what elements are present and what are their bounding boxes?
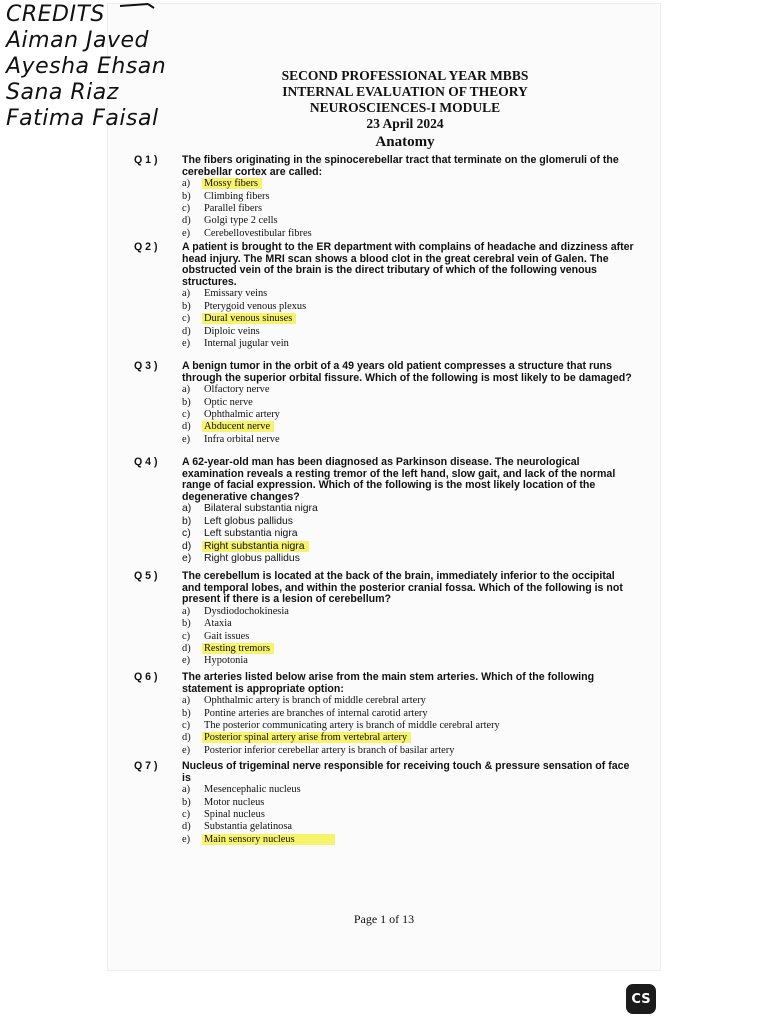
option-letter: a)	[182, 288, 191, 300]
option-letter: d)	[182, 642, 191, 654]
answer-option	[182, 745, 634, 757]
option-text: Bilateral substantia nigra	[204, 503, 318, 515]
answer-option	[182, 215, 634, 227]
option-text: The posterior communicating artery is branch of middle cerebral artery	[204, 719, 500, 731]
answer-option	[182, 618, 634, 630]
credits-name: Ayesha Ehsan	[6, 54, 167, 79]
highlighted-option	[182, 643, 634, 655]
highlighted-option	[182, 421, 634, 433]
option-text: Pterygoid venous plexus	[204, 300, 307, 312]
question-text: A patient is brought to the ER department with complains of headache and dizziness after head injury. The MRI scan shows a blood clot in the great cerebral vein of Galen. The obstructed vein of the brain is the direct tributary of which of the following venous structures.	[182, 241, 634, 288]
exam-header	[240, 68, 570, 150]
option-letter: e)	[182, 655, 191, 667]
handwritten-credits	[6, 2, 206, 132]
credits-heading: CREDITS	[6, 2, 105, 27]
option-letter: b)	[182, 300, 191, 312]
question-2	[134, 242, 634, 350]
option-list	[182, 178, 634, 240]
answer-option	[182, 503, 634, 515]
option-letter: d)	[182, 732, 191, 744]
option-letter: a)	[182, 384, 191, 396]
answer-option	[182, 695, 634, 707]
option-letter: e)	[182, 833, 191, 845]
answer-option	[182, 288, 634, 300]
question-4	[134, 457, 634, 565]
question-3	[134, 361, 634, 446]
option-letter: a)	[182, 605, 191, 617]
option-letter: c)	[182, 408, 191, 420]
answer-option	[182, 434, 634, 446]
answer-option	[182, 228, 634, 240]
option-letter: b)	[182, 796, 191, 808]
option-letter: c)	[182, 528, 191, 540]
answer-option	[182, 720, 634, 732]
option-text: Climbing fibers	[204, 190, 270, 202]
option-letter: d)	[182, 540, 192, 552]
question-text: The arteries listed below arise from the main stem arteries. Which of the following statement is appropriate option:	[182, 671, 595, 695]
option-list	[182, 784, 634, 846]
option-text: Optic nerve	[204, 396, 253, 408]
answer-option	[182, 528, 634, 540]
option-text: Gait issues	[204, 630, 250, 642]
option-text: Posterior inferior cerebellar artery is branch of basilar artery	[204, 744, 455, 756]
option-text: Internal jugular vein	[204, 337, 289, 349]
option-text: Main sensory nucleus	[202, 834, 335, 845]
answer-option	[182, 326, 634, 338]
option-text: Olfactory nerve	[204, 384, 270, 396]
option-letter: c)	[182, 630, 191, 642]
option-text: Spinal nucleus	[204, 808, 265, 820]
option-text: Left substantia nigra	[204, 528, 298, 540]
option-text: Substantia gelatinosa	[204, 821, 293, 833]
question-7	[134, 761, 634, 846]
option-letter: c)	[182, 313, 191, 325]
header-year: SECOND PROFESSIONAL YEAR MBBS	[281, 68, 529, 83]
question-text: A benign tumor in the orbit of a 49 years old patient compresses a structure that runs through the superior orbital fissure. Which of the following is most likely to be damaged?	[182, 360, 632, 384]
option-letter: c)	[182, 808, 191, 820]
option-text: Diploic veins	[204, 325, 260, 337]
option-text: Emissary veins	[204, 288, 268, 300]
question-number: Q 1 )	[134, 154, 158, 166]
question-number: Q 5 )	[134, 570, 158, 582]
option-letter: a)	[182, 784, 191, 796]
option-text: Dysdiodochokinesia	[204, 605, 289, 617]
option-letter: d)	[182, 821, 191, 833]
question-5	[134, 571, 634, 668]
question-number: Q 4 )	[134, 456, 158, 468]
credits-name: Fatima Faisal	[6, 106, 159, 131]
answer-option	[182, 397, 634, 409]
option-text: Cerebellovestibular fibres	[204, 227, 312, 239]
answer-option	[182, 203, 634, 215]
question-number: Q 3 )	[134, 360, 158, 372]
question-6	[134, 672, 634, 757]
option-text: Parallel fibers	[204, 202, 262, 214]
option-text: Abducent nerve	[202, 421, 274, 432]
option-letter: b)	[182, 515, 192, 527]
option-letter: d)	[182, 325, 191, 337]
header-module: NEUROSCIENCES-I MODULE	[309, 100, 501, 115]
option-letter: b)	[182, 396, 191, 408]
option-text: Ataxia	[204, 618, 232, 630]
option-text: Infra orbital nerve	[204, 433, 280, 445]
highlighted-option	[182, 732, 634, 744]
answer-option	[182, 384, 634, 396]
credits-name: Aiman Javed	[6, 28, 149, 53]
header-date: 23 April 2024	[366, 116, 444, 131]
answer-option	[182, 631, 634, 643]
question-text: The cerebellum is located at the back of the brain, immediately inferior to the occipital and temporal lobes, and within the posterior cranial fossa. Which of the following is not present if there is a lesion of cerebellum?	[182, 570, 623, 606]
option-letter: e)	[182, 227, 191, 239]
answer-option	[182, 708, 634, 720]
answer-option	[182, 409, 634, 421]
option-letter: e)	[182, 744, 191, 756]
page-number: Page 1 of 13	[353, 912, 415, 926]
highlighted-option	[182, 313, 634, 325]
answer-option	[182, 191, 634, 203]
option-text: Ophthalmic artery is branch of middle cerebral artery	[204, 695, 426, 707]
option-text: Right globus pallidus	[204, 552, 300, 564]
option-text: Pontine arteries are branches of internal carotid artery	[204, 707, 428, 719]
option-letter: e)	[182, 433, 191, 445]
option-text: Motor nucleus	[204, 796, 265, 808]
answer-option	[182, 338, 634, 350]
answer-option	[182, 553, 634, 565]
highlighted-option	[182, 834, 634, 846]
option-letter: a)	[182, 503, 192, 515]
credits-name: Sana Riaz	[6, 80, 119, 105]
option-text: Posterior spinal artery arise from vertebral artery	[202, 732, 411, 743]
answer-option	[182, 821, 634, 833]
question-text: Nucleus of trigeminal nerve responsible for receiving touch & pressure sensation of face is	[182, 760, 630, 784]
option-text: Resting tremors	[202, 643, 274, 654]
header-subject: Anatomy	[375, 134, 435, 150]
option-letter: a)	[182, 695, 191, 707]
option-letter: d)	[182, 421, 191, 433]
answer-option	[182, 784, 634, 796]
answer-option	[182, 809, 634, 821]
camscanner-badge: CS	[626, 984, 656, 1014]
option-list	[182, 606, 634, 668]
question-text: A 62-year-old man has been diagnosed as Parkinson disease. The neurological examination reveals a resting tremor of the left hand, slow gait, and lack of the normal range of facial expression. Which of the following is the most likely location of the degenerative changes?	[182, 456, 616, 503]
option-text: Mossy fibers	[202, 178, 262, 189]
question-number: Q 6 )	[134, 671, 158, 683]
option-text: Dural venous sinuses	[202, 313, 296, 324]
option-letter: e)	[182, 337, 191, 349]
option-text: Right substantia nigra	[202, 541, 309, 552]
option-letter: d)	[182, 215, 191, 227]
option-text: Mesencephalic nucleus	[204, 784, 301, 796]
highlighted-option	[182, 178, 634, 190]
option-text: Golgi type 2 cells	[204, 215, 278, 227]
option-text: Left globus pallidus	[204, 515, 293, 527]
option-text: Ophthalmic artery	[204, 408, 280, 420]
option-letter: b)	[182, 190, 191, 202]
option-letter: b)	[182, 707, 191, 719]
option-list	[182, 288, 634, 350]
answer-option	[182, 655, 634, 667]
option-list	[182, 695, 634, 757]
option-letter: e)	[182, 552, 192, 564]
option-letter: c)	[182, 719, 191, 731]
question-number: Q 7 )	[134, 760, 158, 772]
answer-option	[182, 797, 634, 809]
option-letter: b)	[182, 618, 191, 630]
highlighted-option	[182, 541, 634, 553]
question-1	[134, 155, 634, 240]
option-letter: a)	[182, 178, 191, 190]
answer-option	[182, 301, 634, 313]
answer-option	[182, 516, 634, 528]
question-number: Q 2 )	[134, 241, 158, 253]
option-list	[182, 384, 634, 446]
header-evaluation: INTERNAL EVALUATION OF THEORY	[282, 84, 528, 99]
question-text: The fibers originating in the spinocerebellar tract that terminate on the glomeruli of the cerebellar cortex are called:	[182, 154, 619, 178]
answer-option	[182, 606, 634, 618]
option-text: Hypotonia	[204, 655, 248, 667]
option-list	[182, 503, 634, 565]
option-letter: c)	[182, 202, 191, 214]
